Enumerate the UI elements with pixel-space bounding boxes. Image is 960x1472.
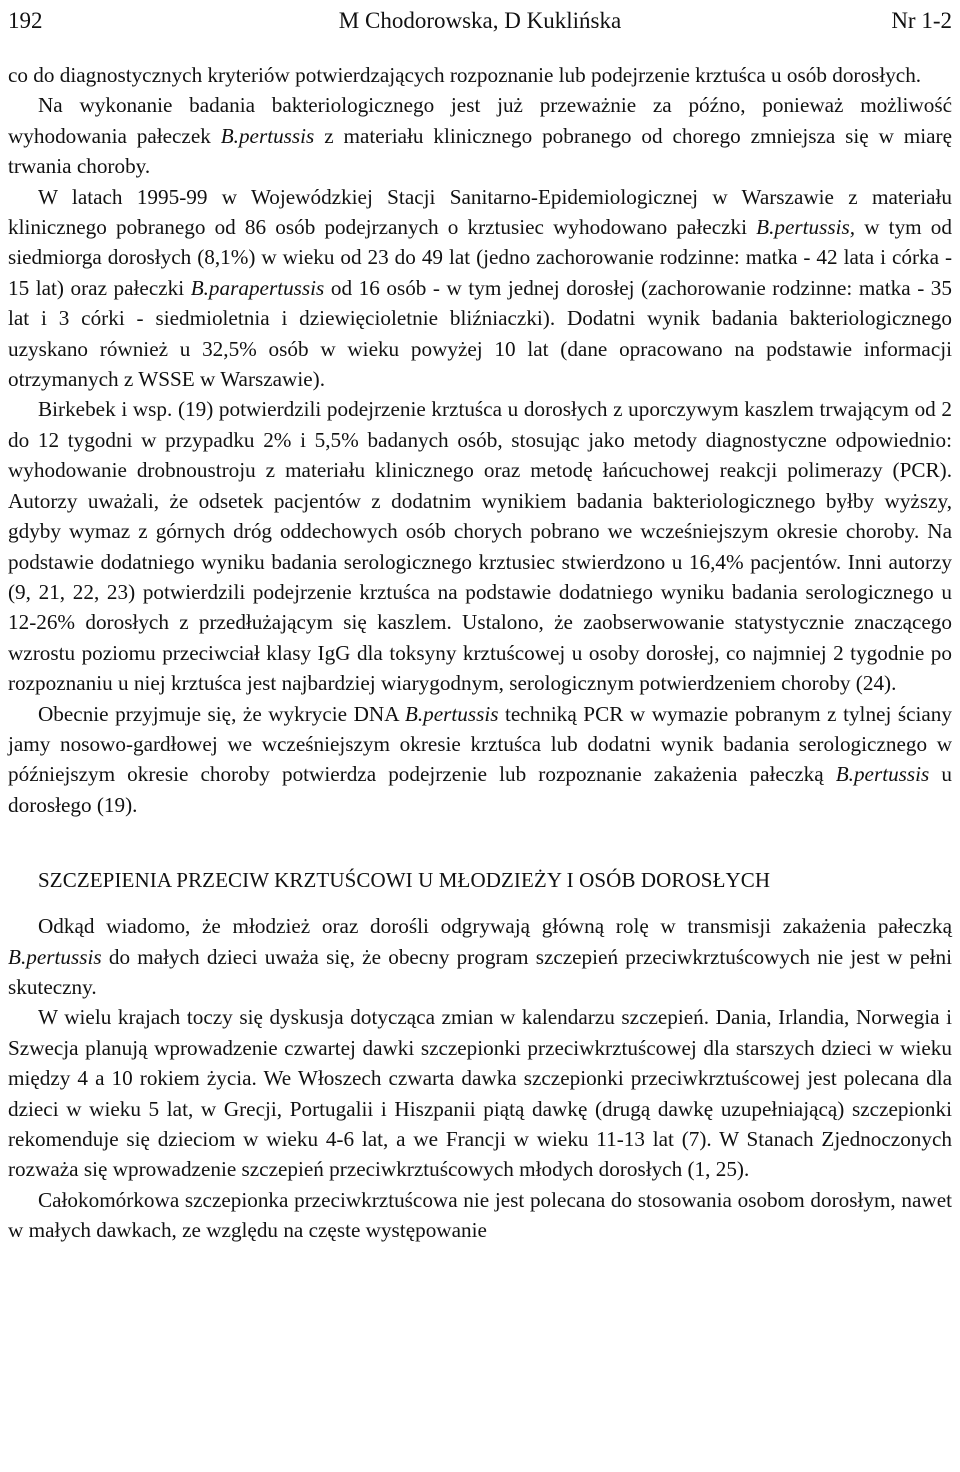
species-name: B.pertussis, xyxy=(756,215,856,240)
page xyxy=(8,0,952,1246)
species-name: B.parapertussis xyxy=(190,275,325,300)
paragraph-transmission: Odkąd wiadomo, że młodzież oraz dorośli odgrywają główną rolę w transmisji zakażenia pałeczką B.pertussis do małych dzieci uważa się, że obecny program szczepień przeciwkrztuścowych nie jest w pełni skuteczny. xyxy=(8,914,952,999)
paragraph-pcr-detection: Obecnie przyjmuje się, że wykrycie DNA B.pertussis techniką PCR w wymazie pobranym z tylnej ściany jamy nosowo-gardłowej we wcześniejszym okresie krztuśca lub dodatni wynik badania serologicznego w późniejszym okresie choroby potwierdza podejrzenie lub rozpoznanie zakażenia pałeczką B.pertussis u dorosłego (19). xyxy=(8,701,953,817)
paragraph-bacteriology-late: Na wykonanie badania bakteriologicznego jest już przeważnie za późno, ponieważ możliwość wyhodowania pałeczek B.pertussis z materiału klinicznego pobranego od chorego zmniejsza się w miarę trwania choroby. xyxy=(8,93,952,179)
species-name: B.pertussis xyxy=(220,123,315,148)
paragraph-birkebek: Birkebek i wsp. (19) potwierdzili podejrzenie krztuśca u dorosłych z uporczywym kaszlem trwającym od 2 do 12 tygodni w przypadku 2% i 5,5% badanych osób, stosując jako metody diagnostyczne odpowiednio: wyhodowanie drobnoustroju z materiału klinicznego oraz metodę łańcuchowej reakcji polimerazy (PCR). Autorzy uważali, że odsetek pacjentów z dodatnim wynikiem badania bakteriologicznego byłby wyższy, gdyby wymaz z górnych dróg oddechowych osób chorych pobrano we wcześniejszym okresie choroby. Na podstawie dodatniego wyniku badania serologicznego krztusiec stwierdzono u 16,4% pacjentów. Inni autorzy (9, 21, 22, 23) potwierdzili podejrzenie krztuśca na podstawie dodatniego wyniku badania serologicznego u 12-26% dorosłych z przedłużającym się kaszlem. Ustalono, że zaobserwowanie statystycznie znaczącego wzrostu poziomu przeciwciał klasy IgG dla toksyny krztuścowej u osoby dorosłej, co najmniej 2 tygodnie po rozpoznaniu u niej krztuśca jest najbardziej wiarygodnym, serologicznym potwierdzeniem choroby (24). xyxy=(8,397,952,696)
page-number: 192 xyxy=(8,8,43,33)
paragraph-whole-cell-vaccine: Całokomórkowa szczepionka przeciwkrztuścowa nie jest polecana do stosowania osobom dorosłym, nawet w małych dawkach, ze względu na częste występowanie xyxy=(8,1187,952,1243)
species-name: B.pertussis xyxy=(8,944,102,969)
paragraph-vaccination-calendar: W wielu krajach toczy się dyskusja dotycząca zmian w kalendarzu szczepień. Dania, Irlandia, Norwegia i Szwecja planują wprowadzenie czwartej dawki szczepionki przeciwkrztuścowej dla starszych dzieci w wieku między 4 a 10 rokiem życia. We Włoszech czwarta dawka szczepionki przeciwkrztuścowej jest polecana dla dzieci w wieku 5 lat, w Grecji, Portugalii i Hiszpanii piątą dawkę (drugą dawkę uzupełniającą) szczepionki rekomenduje się dzieciom w wieku 4-6 lat, a we Francji w wieku 11-13 lat (7). W Stanach Zjednoczonych rozważa się wprowadzenie szczepień przeciwkrztuścowych młodych dorosłych (1, 25). xyxy=(8,1005,952,1182)
running-authors: M Chodorowska, D Kuklińska xyxy=(338,8,622,33)
issue-number: Nr 1-2 xyxy=(891,8,952,33)
species-name: B.pertussis xyxy=(404,701,499,726)
paragraph-continuation: co do diagnostycznych kryteriów potwierdzających rozpoznanie lub podejrzenie krztuśca u osób dorosłych. xyxy=(8,63,922,87)
running-header xyxy=(8,0,952,60)
species-name: B.pertussis xyxy=(835,762,930,787)
section-heading: SZCZEPIENIA PRZECIW KRZTUŚCOWI U MŁODZIEŻY I OSÓB DOROSŁYCH xyxy=(38,868,771,893)
paragraph-wsse-warsaw: W latach 1995-99 w Wojewódzkiej Stacji Sanitarno-Epidemiologicznej w Warszawie z materiału klinicznego pobranego od 86 osób podejrzanych o krztusiec wyhodowano pałeczki B.pertussis, w tym od siedmiorga dorosłych (8,1%) w wieku od 23 do 49 lat (jedno zachorowanie rodzinne: matka - 42 lata i córka - 15 lat) oraz pałeczki B.parapertussis od 16 osób - w tym jednej dorosłej (zachorowanie rodzinne: matka - 35 lat i 3 córki - siedmioletnia i dziewięcioletnie bliźniaczki). Dodatni wynik badania bakteriologicznego uzyskano również u 32,5% osób w wieku powyżej 10 lat (dane opracowano na podstawie informacji otrzymanych z WSSE w Warszawie). xyxy=(8,184,952,392)
